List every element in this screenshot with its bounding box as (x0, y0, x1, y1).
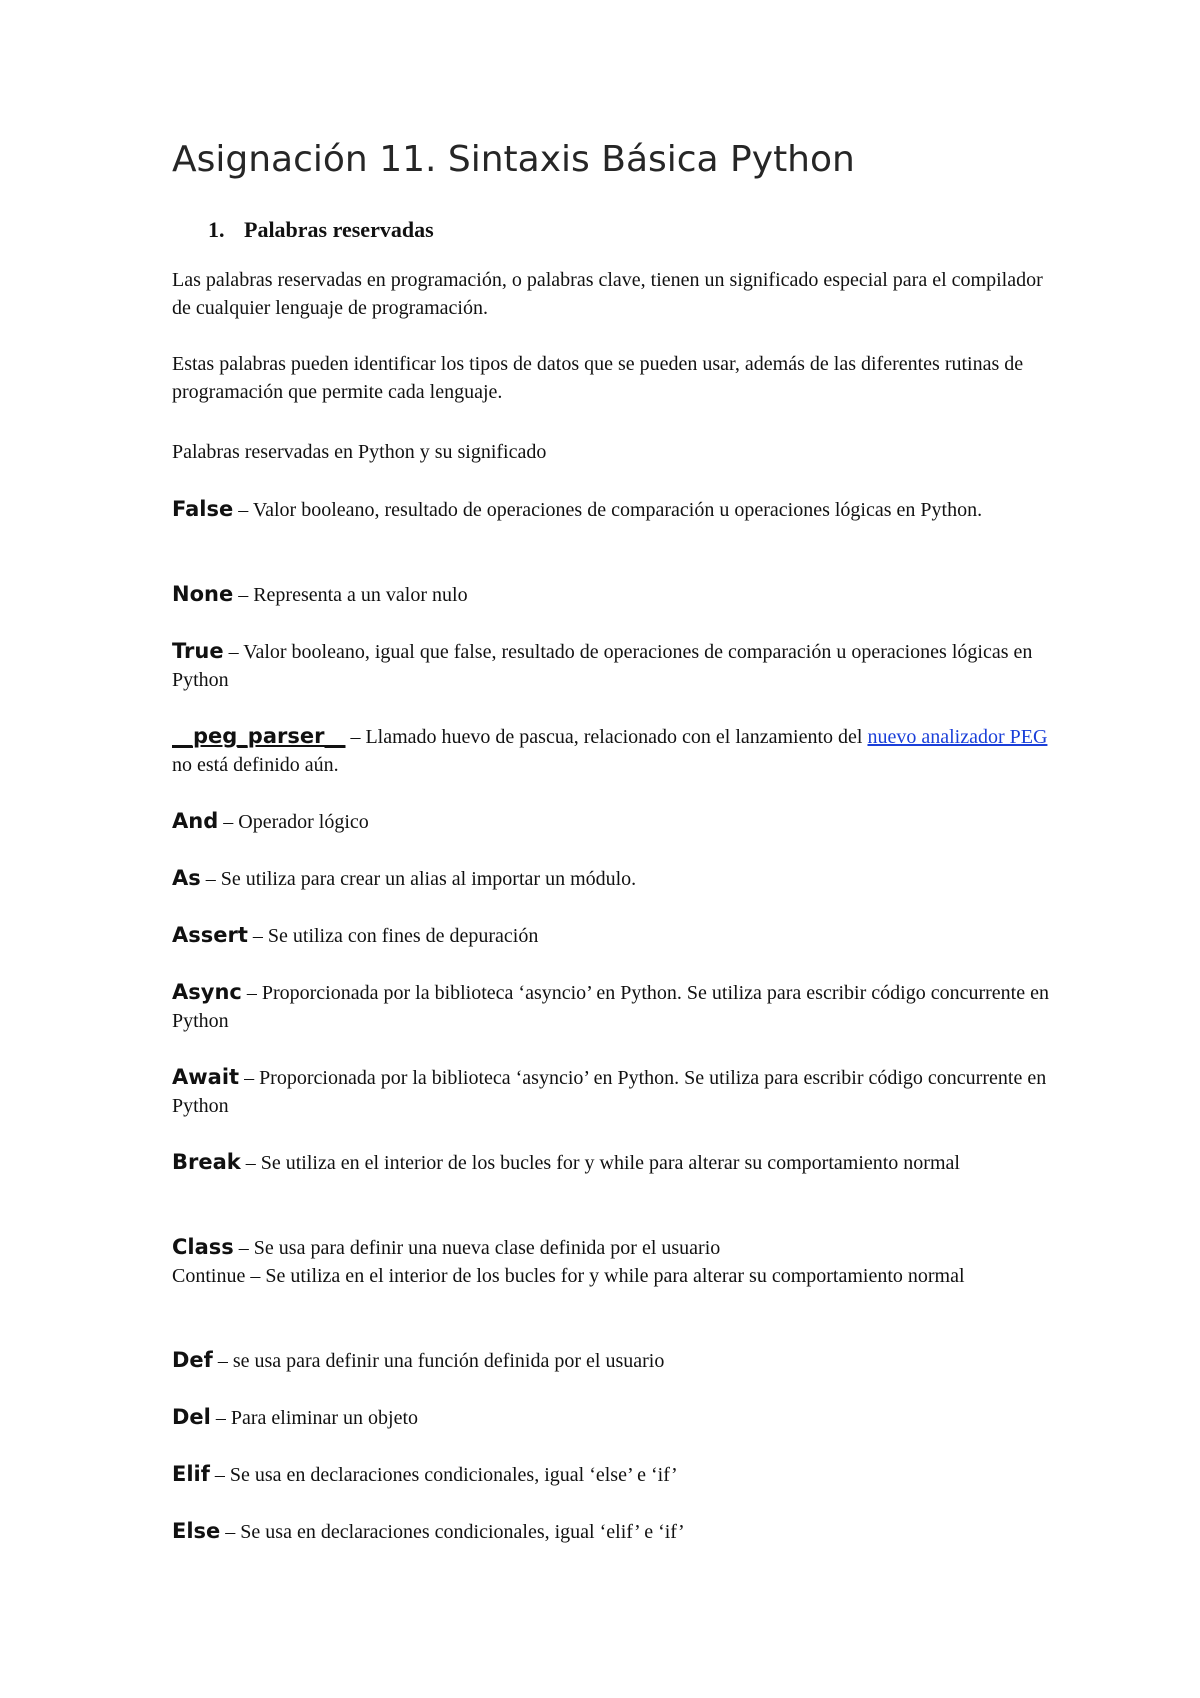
keyword-term: True (172, 639, 224, 663)
section-heading (208, 216, 434, 244)
keyword-term: False (172, 497, 234, 521)
keyword-term: None (172, 582, 234, 606)
keyword-term: Await (172, 1065, 240, 1089)
keyword-description: – Se utiliza en el interior de los bucles for y while para alterar su comportamiento normal (240, 1152, 960, 1174)
keyword-description: – Representa a un valor nulo (233, 584, 468, 606)
keyword-term: Def (172, 1348, 213, 1372)
keyword-entry-assert (172, 921, 1052, 950)
keyword-term: Break (172, 1150, 241, 1174)
section-number: 1. (208, 217, 225, 242)
keyword-entry-await (172, 1063, 1052, 1120)
keyword-entry-del (172, 1403, 1052, 1432)
document-title: Asignación 11. Sintaxis Básica Python (172, 139, 855, 180)
intro-paragraph-1: Las palabras reservadas en programación, o palabras clave, tienen un significado especial para el compilador de cualquier lenguaje de programación. (172, 269, 1043, 319)
keyword-entry-peg-parser (172, 722, 1052, 779)
keyword-term: As (172, 866, 201, 890)
keyword-entry-break (172, 1148, 1052, 1177)
keyword-description: – Proporcionada por la biblioteca ‘asyncio’ en Python. Se utiliza para escribir código concurrente en Python (172, 982, 1049, 1032)
keyword-entry-else (172, 1517, 1052, 1546)
keyword-term: Del (172, 1405, 211, 1429)
keyword-description: – Se usa en declaraciones condicionales, igual ‘else’ e ‘if’ (209, 1464, 678, 1486)
keyword-entry-false (172, 495, 1052, 524)
keyword-term: Elif (172, 1462, 210, 1486)
keyword-description: – Para eliminar un objeto (210, 1407, 419, 1429)
keyword-description: – Se utiliza para crear un alias al importar un módulo. (200, 868, 637, 890)
keyword-description: – Proporcionada por la biblioteca ‘asyncio’ en Python. Se utiliza para escribir código concurrente en Python (172, 1067, 1047, 1117)
keyword-description: – Valor booleano, resultado de operaciones de comparación u operaciones lógicas en Python. (233, 499, 983, 521)
keyword-description: – se usa para definir una función definida por el usuario (212, 1350, 665, 1372)
keyword-description-end: no está definido aún. (172, 754, 339, 776)
peg-analyzer-link[interactable]: nuevo analizador PEG (867, 726, 1048, 748)
keyword-entry-def (172, 1346, 1052, 1375)
keyword-entry-class (172, 1233, 1052, 1290)
keyword-term: __peg_parser__ (172, 724, 346, 748)
keyword-entry-as (172, 864, 1052, 893)
keyword-term: And (172, 809, 219, 833)
keyword-description: – Se usa para definir una nueva clase definida por el usuario (233, 1237, 721, 1259)
keyword-entry-none (172, 580, 1052, 609)
keyword-description: – Se usa en declaraciones condicionales, igual ‘elif’ e ‘if’ (220, 1521, 685, 1543)
intro-paragraph-3: Palabras reservadas en Python y su significado (172, 441, 547, 463)
keyword-description: – Operador lógico (218, 811, 369, 833)
keyword-entry-true (172, 637, 1052, 694)
keyword-description: – Llamado huevo de pascua, relacionado con el lanzamiento del (345, 726, 868, 748)
keyword-entry-async (172, 978, 1052, 1035)
intro-paragraph-2: Estas palabras pueden identificar los tipos de datos que se pueden usar, además de las diferentes rutinas de programación que permite cada lenguaje. (172, 353, 1024, 403)
keyword-term: Async (172, 980, 242, 1004)
section-heading-text: Palabras reservadas (244, 217, 434, 242)
keyword-entry-continue: Continue – Se utiliza en el interior de los bucles for y while para alterar su comportamiento normal (172, 1265, 965, 1287)
keyword-term: Class (172, 1235, 234, 1259)
keyword-entry-and (172, 807, 1052, 836)
keyword-entry-elif (172, 1460, 1052, 1489)
keyword-description: – Valor booleano, igual que false, resultado de operaciones de comparación u operaciones lógicas en Python (172, 641, 1033, 691)
keyword-term: Else (172, 1519, 221, 1543)
keyword-description: – Se utiliza con fines de depuración (247, 925, 539, 947)
keyword-term: Assert (172, 923, 248, 947)
